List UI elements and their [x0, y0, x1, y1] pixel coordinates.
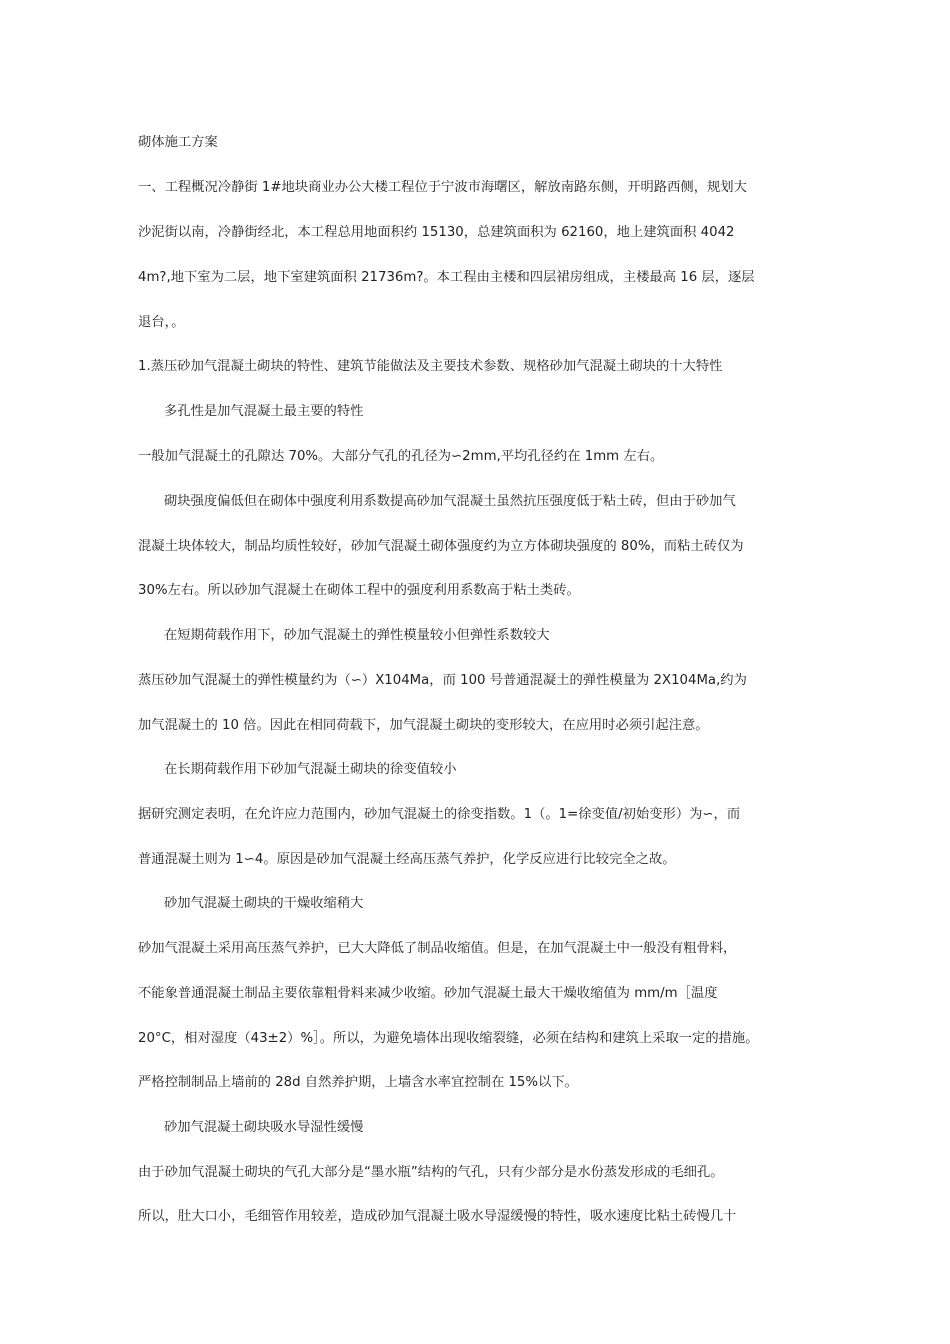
subheading: 砂加气混凝土砌块的干燥收缩稍大 [164, 896, 364, 911]
paragraph-line: 20°C，相对湿度（43±2）%］。所以，为避免墙体出现收缩裂缝，必须在结构和建筑上采取一定的措施。 [138, 1031, 759, 1046]
document-title: 砌体施工方案 [138, 135, 218, 150]
paragraph-line: 30%左右。所以砂加气混凝土在砌体工程中的强度利用系数高于粘土类砖。 [138, 583, 580, 598]
paragraph-line: 砂加气混凝土采用高压蒸气养护，已大大降低了制品收缩值。但是，在加气混凝土中一般没有粗骨料， [138, 941, 737, 956]
paragraph-line: 蒸压砂加气混凝土的弹性模量约为（∽）X104Ma，而 100 号普通混凝土的弹性模量为 2X104Ma,约为 [138, 673, 747, 688]
paragraph-line: 所以，肚大口小，毛细管作用较差，造成砂加气混凝土吸水导湿缓慢的特性，吸水速度比粘土砖慢几十 [138, 1209, 737, 1224]
paragraph-line: 沙泥街以南，冷静街经北，本工程总用地面积约 15130，总建筑面积为 62160，地上建筑面积 4042 [138, 225, 735, 240]
subheading: 砂加气混凝土砌块吸水导湿性缓慢 [164, 1120, 364, 1135]
paragraph-line: 据研究测定表明，在允许应力范围内，砂加气混凝土的徐变指数。1（。1=徐变值/初始变形）为∽，而 [138, 807, 741, 822]
paragraph-line: 由于砂加气混凝土砌块的气孔大部分是“墨水瓶”结构的气孔，只有少部分是水份蒸发形成的毛细孔。 [138, 1165, 724, 1180]
paragraph-line: 4m?,地下室为二层，地下室建筑面积 21736m?。本工程由主楼和四层裙房组成，主楼最高 16 层，逐层 [138, 270, 755, 285]
paragraph-line: 严格控制制品上墙前的 28d 自然养护期，上墙含水率宜控制在 15%以下。 [138, 1075, 578, 1090]
section-heading: 1.蒸压砂加气混凝土砌块的特性、建筑节能做法及主要技术参数、规格砂加气混凝土砌块的十大特性 [138, 359, 723, 374]
paragraph-line: 退台，。 [138, 315, 185, 330]
paragraph-line: 普通混凝土则为 1∽4。原因是砂加气混凝土经高压蒸气养护，化学反应进行比较完全之故。 [138, 852, 676, 867]
paragraph-line: 一、工程概况冷静街 1#地块商业办公大楼工程位于宁波市海曙区，解放南路东侧，开明路西侧，规划大 [138, 180, 747, 195]
paragraph-line: 不能象普通混凝土制品主要依靠粗骨料来减少收缩。砂加气混凝土最大干燥收缩值为 mm/m［温度 [138, 986, 718, 1001]
paragraph-line: 加气混凝土的 10 倍。因此在相同荷载下，加气混凝土砌块的变形较大，在应用时必须引起注意。 [138, 718, 709, 733]
subheading: 在短期荷载作用下，砂加气混凝土的弹性模量较小但弹性系数较大 [164, 628, 550, 643]
paragraph-line: 砌块强度偏低但在砌体中强度利用系数提高砂加气混凝土虽然抗压强度低于粘土砖，但由于砂加气 [164, 494, 736, 509]
subheading: 在长期荷载作用下砂加气混凝土砌块的徐变值较小 [164, 762, 457, 777]
paragraph-line: 混凝土块体较大，制品均质性较好，砂加气混凝土砌体强度约为立方体砌块强度的 80%，而粘土砖仅为 [138, 539, 744, 554]
paragraph-line: 一般加气混凝土的孔隙达 70%。大部分气孔的孔径为∽2mm,平均孔径约在 1mm 左右。 [138, 449, 664, 464]
subheading: 多孔性是加气混凝土最主要的特性 [164, 404, 364, 419]
